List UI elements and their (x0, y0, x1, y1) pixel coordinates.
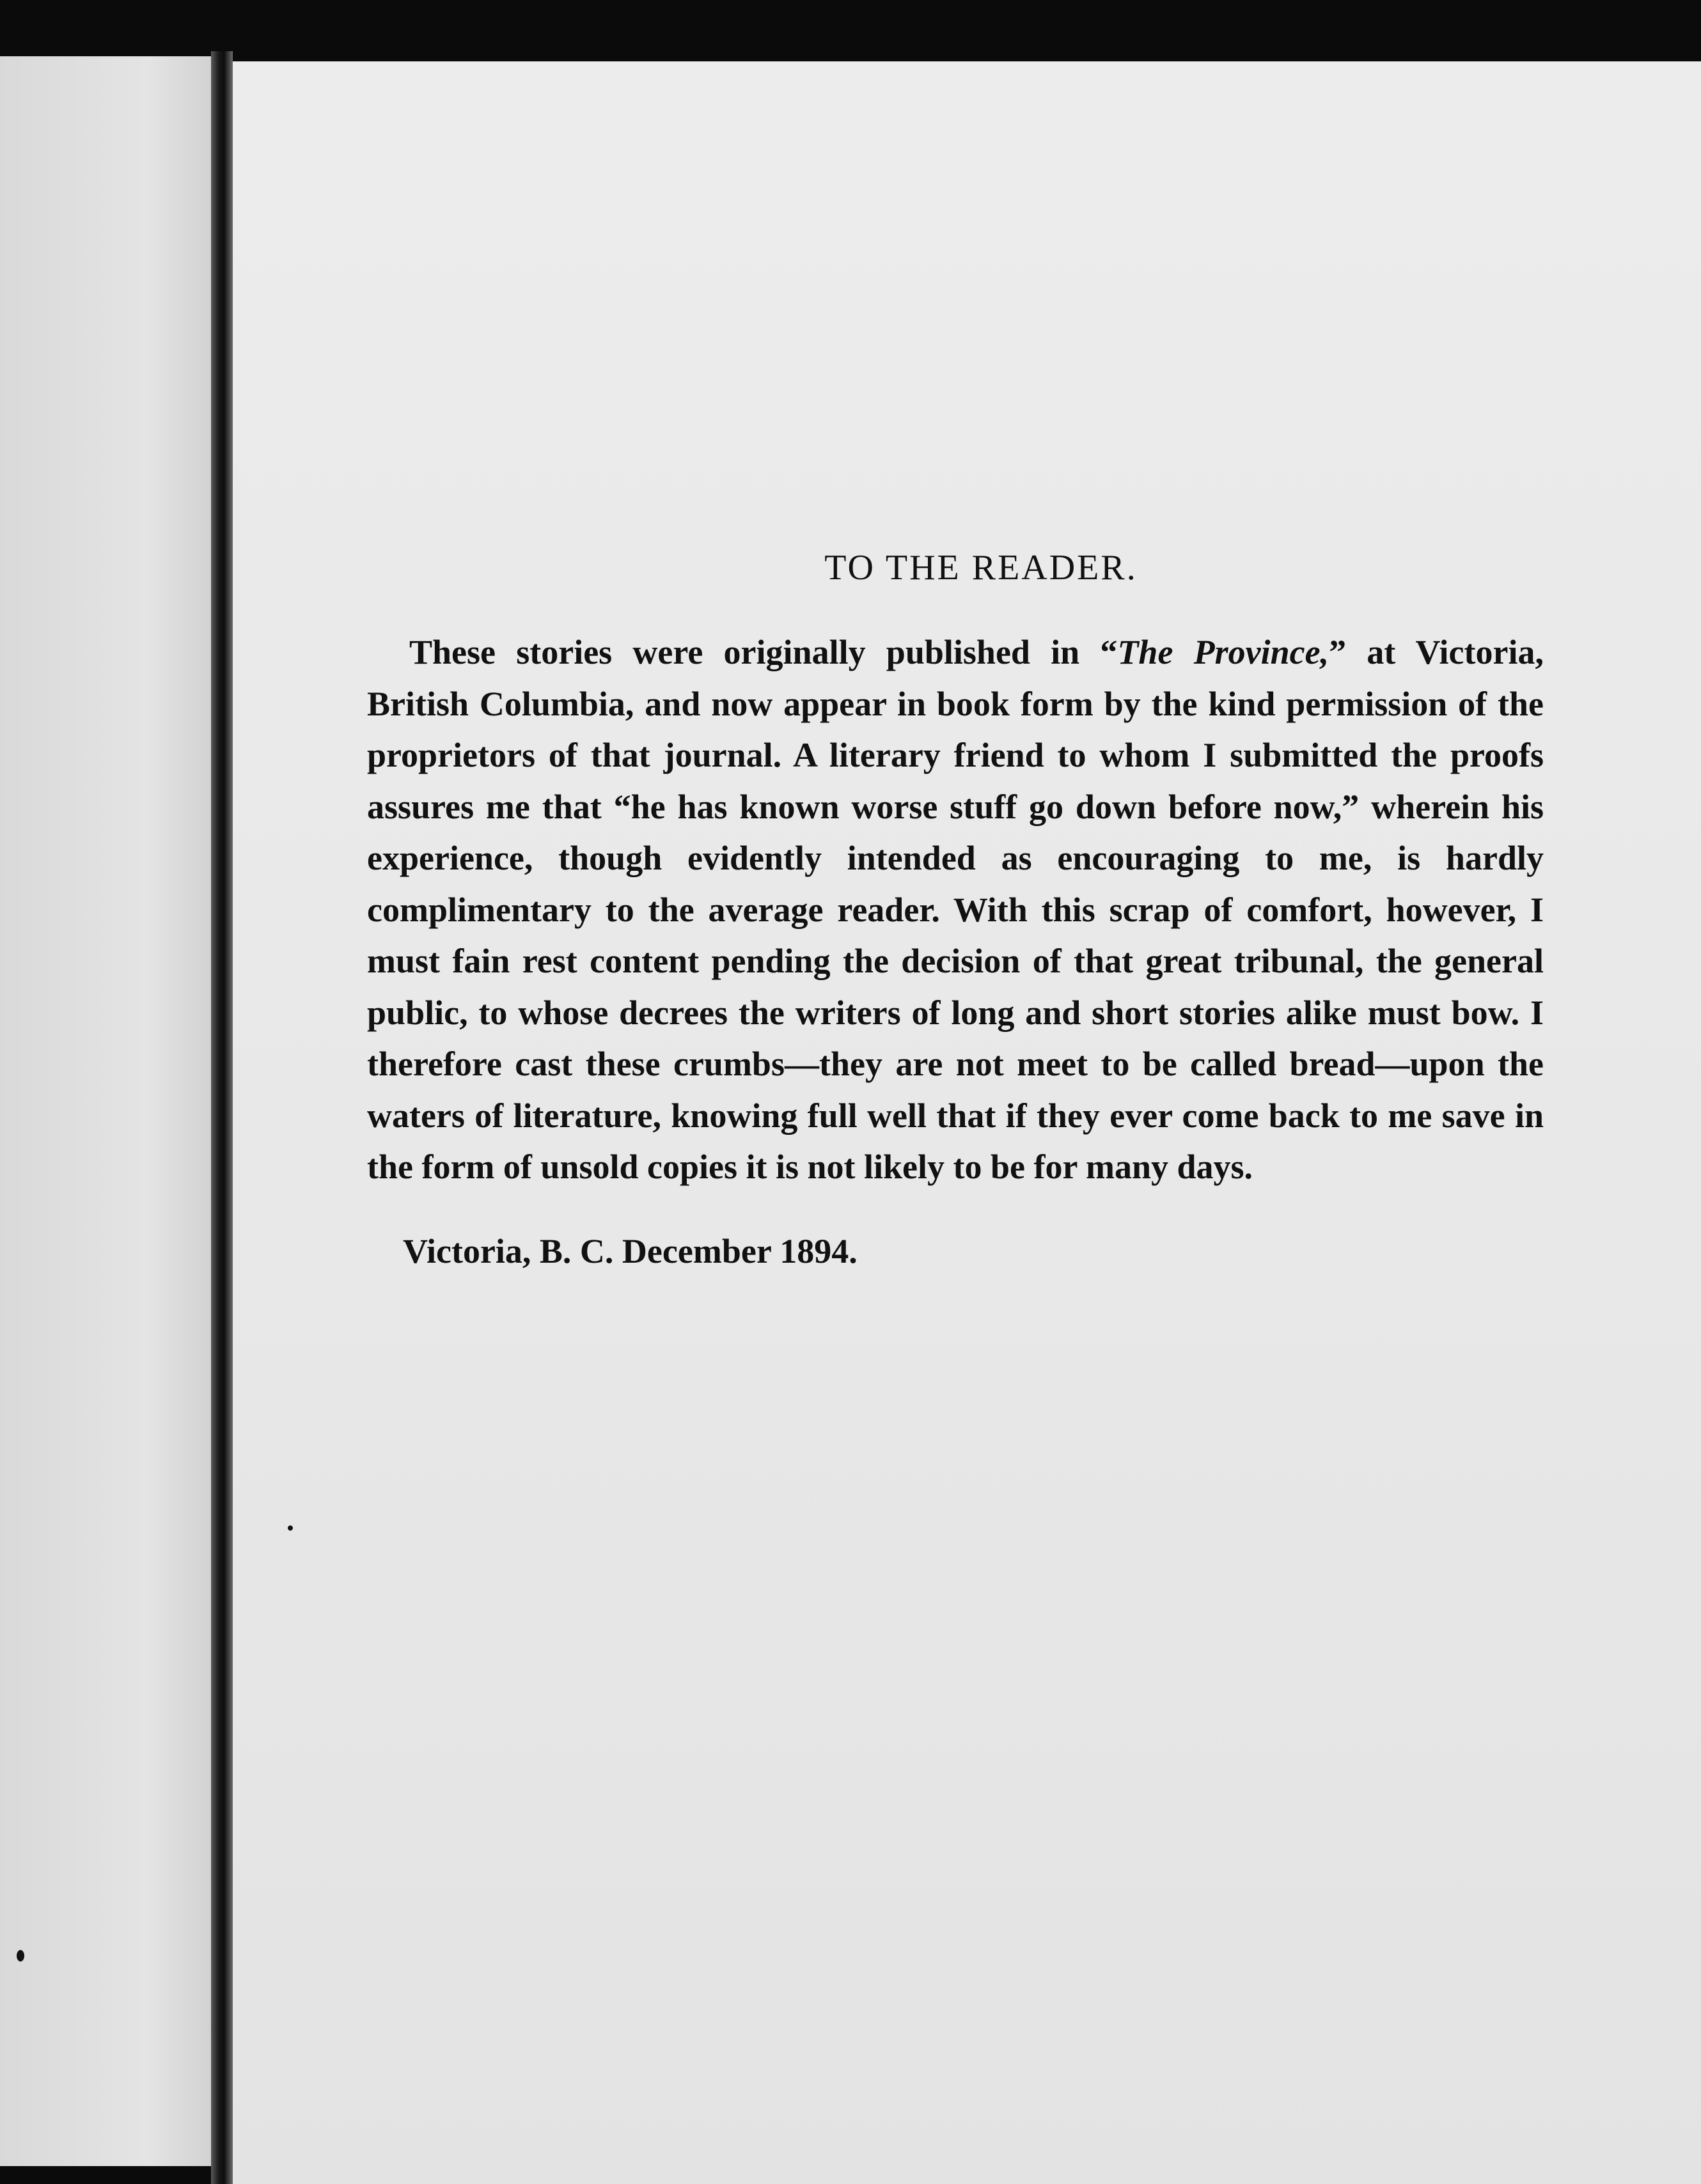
left-page (0, 56, 211, 2166)
preface-text-block (367, 547, 1544, 1271)
scan-speck-left (17, 1950, 24, 1962)
journal-title: The Province, (1117, 633, 1329, 671)
dateline: Victoria, B. C. December 1894. (403, 1231, 858, 1270)
scan-speck (288, 1525, 293, 1531)
book-gutter (211, 51, 233, 2184)
paragraph-lead-text: These stories were originally published in “ (409, 633, 1118, 671)
preface-paragraph (367, 627, 1544, 1193)
page-title: TO THE READER. (824, 548, 1138, 588)
right-page (233, 61, 1701, 2184)
paragraph-body-text: ” at Victoria, British Columbia, and now appear in book form by the kind permission of the proprietors of that journal. A literary friend to whom I submitted the proofs assures me that “he has known worse stuff go down before now,” wherein his experience, though evidently intended as encouraging to me, is hardly complimentary to the average reader. With this scrap of comfort, however, I must fain rest content pending the decision of that great tribunal, the general public, to whose decrees the writers of long and short stories alike must bow. I therefore cast these crumbs—they are not meet to be called bread—upon the waters of literature, knowing full well that if they ever come back to me save in the form of unsold copies it is not likely to be for many days. (367, 633, 1544, 1186)
